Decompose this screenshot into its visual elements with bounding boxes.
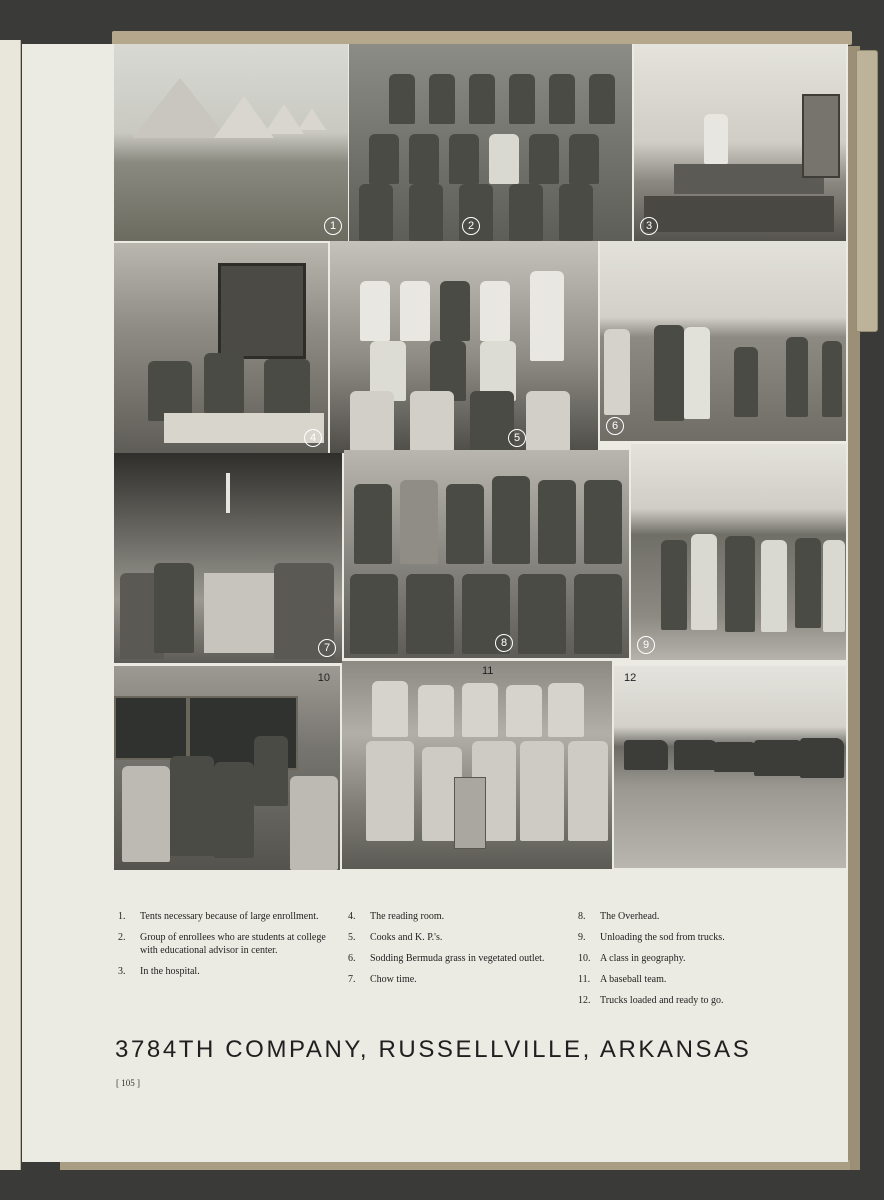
photo-number-5: 5 — [508, 429, 526, 447]
caption-item — [348, 910, 558, 923]
caption-item — [578, 910, 808, 923]
caption-number: 9. — [578, 932, 586, 943]
photo-number-2: 2 — [462, 217, 480, 235]
caption-number: 1. — [118, 911, 126, 922]
caption-text: Sodding Bermuda grass in vegetated outlet. — [370, 953, 545, 964]
photo-number-1: 1 — [324, 217, 342, 235]
caption-number: 12. — [578, 995, 591, 1006]
caption-text: Cooks and K. P.'s. — [370, 932, 443, 943]
caption-column-2 — [348, 910, 558, 994]
photo-baseball-team — [342, 661, 612, 869]
caption-item — [118, 910, 328, 923]
photo-geography-class — [114, 666, 340, 870]
caption-column-3 — [578, 910, 808, 1015]
caption-item — [578, 931, 808, 944]
caption-number: 8. — [578, 911, 586, 922]
caption-item — [348, 973, 558, 986]
caption-number: 6. — [348, 953, 356, 964]
page-top-edge — [112, 31, 852, 45]
caption-text: A baseball team. — [600, 974, 667, 985]
caption-item — [348, 931, 558, 944]
caption-item — [348, 952, 558, 965]
caption-text: The Overhead. — [600, 911, 660, 922]
caption-item — [578, 994, 808, 1007]
photo-reading-room — [114, 243, 328, 453]
caption-text: The reading room. — [370, 911, 445, 922]
caption-item — [578, 952, 808, 965]
caption-number: 11. — [578, 974, 591, 985]
photo-number-12: 12 — [624, 672, 637, 684]
page-number: [ 105 ] — [116, 1078, 140, 1088]
photo-sodding — [600, 241, 846, 441]
caption-text: Tents necessary because of large enrollment. — [140, 911, 319, 922]
caption-text: In the hospital. — [140, 966, 200, 977]
photo-student-group — [349, 44, 632, 241]
photo-chow-time — [114, 453, 342, 663]
photo-trucks — [614, 666, 846, 868]
caption-number: 4. — [348, 911, 356, 922]
photo-number-9: 9 — [637, 636, 655, 654]
caption-number: 3. — [118, 966, 126, 977]
photo-unloading-sod — [631, 444, 846, 660]
facing-page-edge — [0, 40, 21, 1170]
photo-cooks — [330, 241, 598, 453]
caption-text: Group of enrollees who are students at college with educational advisor in center. — [140, 932, 326, 956]
yearbook-page — [22, 44, 848, 1162]
caption-text: Chow time. — [370, 974, 417, 985]
caption-item — [118, 965, 328, 978]
caption-item — [578, 973, 808, 986]
caption-number: 5. — [348, 932, 356, 943]
photo-hospital — [634, 44, 846, 241]
caption-text: Unloading the sod from trucks. — [600, 932, 725, 943]
caption-number: 7. — [348, 974, 356, 985]
photo-number-6: 6 — [606, 417, 624, 435]
photo-number-10: 10 — [317, 672, 330, 684]
photo-number-11: 11 — [482, 665, 494, 677]
caption-text: A class in geography. — [600, 953, 686, 964]
photo-number-7: 7 — [318, 639, 336, 657]
photo-number-3: 3 — [640, 217, 658, 235]
caption-number: 2. — [118, 932, 126, 943]
company-title: 3784TH COMPANY, RUSSELLVILLE, ARKANSAS — [115, 1036, 752, 1063]
photo-number-8: 8 — [495, 634, 513, 652]
caption-item — [118, 931, 328, 957]
photo-overhead — [344, 450, 629, 658]
caption-column-1 — [118, 910, 328, 986]
page-tab — [856, 50, 878, 332]
photo-number-4: 4 — [304, 429, 322, 447]
caption-text: Trucks loaded and ready to go. — [600, 995, 724, 1006]
caption-number: 10. — [578, 953, 591, 964]
photo-tents — [114, 44, 348, 241]
